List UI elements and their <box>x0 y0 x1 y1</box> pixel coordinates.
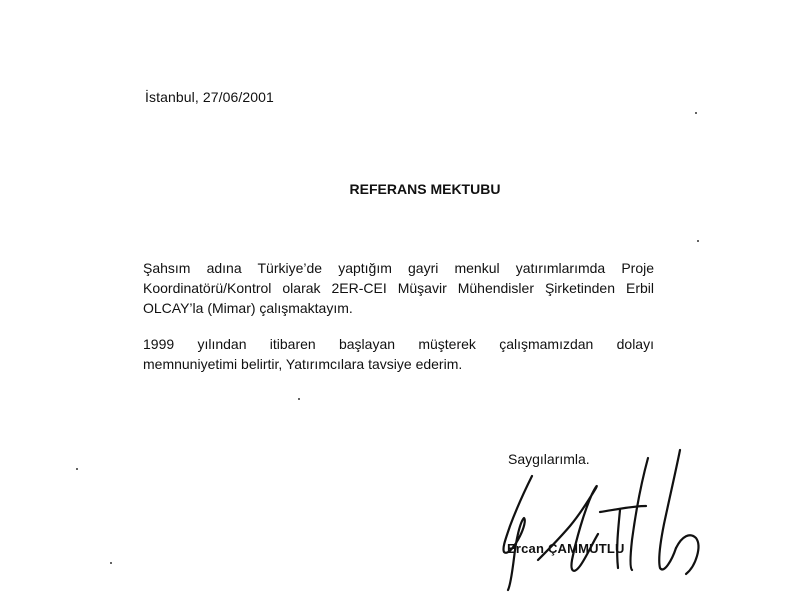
paragraph-2 <box>143 334 654 374</box>
letter-title <box>0 181 800 197</box>
scan-speck <box>697 240 699 242</box>
paragraph-2-line: 1999 yılından itibaren başlayan müşterek çalışmamızdan dolayı <box>143 336 654 352</box>
scan-speck <box>695 112 697 114</box>
handwritten-signature <box>480 440 720 600</box>
scan-speck <box>110 562 112 564</box>
letter-date: İstanbul, 27/06/2001 <box>145 89 274 105</box>
signatory-name: Ercan ÇAMMUTLU <box>507 541 625 556</box>
paragraph-1-line: OLCAY’la (Mimar) çalışmaktayım. <box>143 300 353 316</box>
paragraph-2-line: memnuniyetimi belirtir, Yatırımcılara tavsiye ederim. <box>143 356 463 372</box>
closing-salutation: Saygılarımla. <box>508 451 590 467</box>
paragraph-1-line: Koordinatörü/Kontrol olarak 2ER-CEI Müşavir Mühendisler Şirketinden Erbil <box>143 280 654 296</box>
paragraph-1 <box>143 258 654 318</box>
paragraph-1-line: Şahsım adına Türkiye’de yaptığım gayri menkul yatırımlarımda Proje <box>143 260 654 276</box>
scan-speck <box>298 398 300 400</box>
scan-speck <box>76 468 78 470</box>
letter-title-text: REFERANS MEKTUBU <box>349 181 501 197</box>
